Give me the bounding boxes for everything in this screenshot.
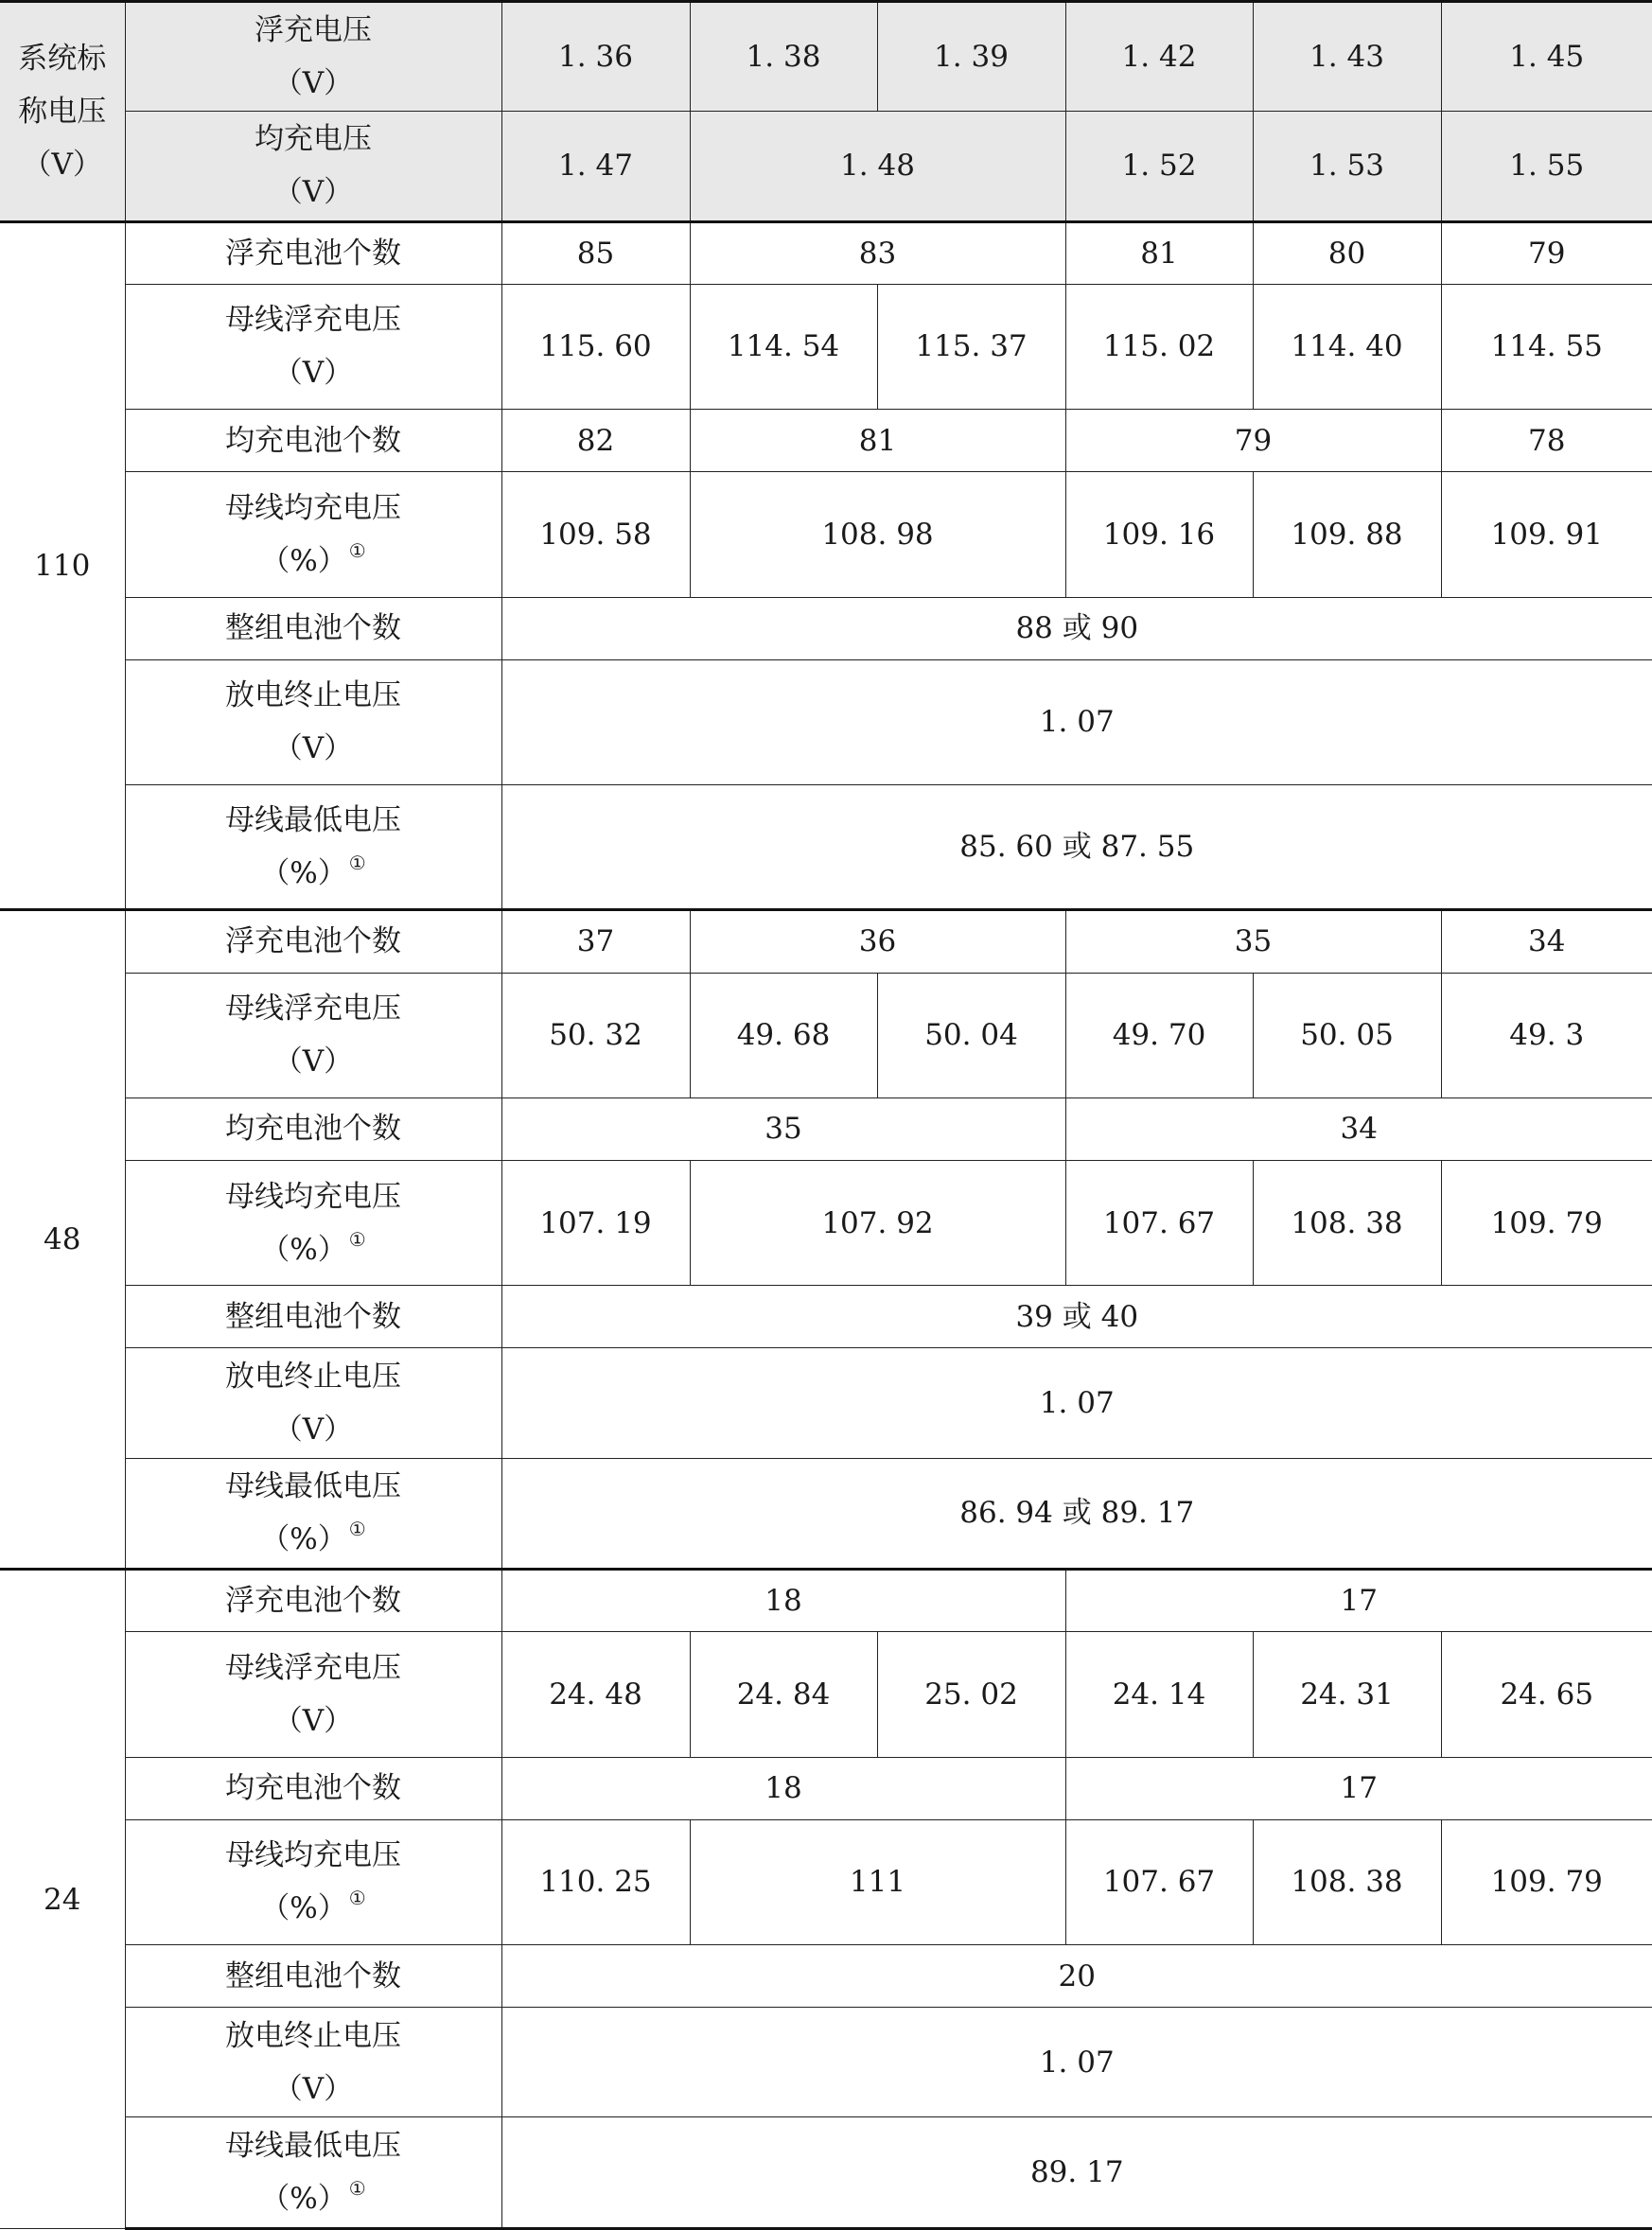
table-cell: 89. 17 [501,2117,1652,2229]
float-voltage-header: 浮充电压 （V） [125,2,501,112]
table-cell: 17 [1065,1757,1652,1819]
table-row [0,1945,1652,2008]
row-label: 母线最低电压 （%） ① [125,785,501,910]
header-cell: 1. 43 [1253,2,1441,112]
table-cell: 81 [1065,221,1253,284]
table-cell: 109. 79 [1441,1819,1652,1944]
table-cell: 24. 65 [1441,1632,1652,1757]
table-cell: 24. 14 [1065,1632,1253,1757]
system-voltage-cell: 24 [0,1570,125,2229]
table-cell: 18 [501,1570,1065,1632]
table-cell: 1. 07 [501,1348,1652,1458]
table-row [0,1757,1652,1819]
header-cell: 1. 36 [501,2,690,112]
row-label: 母线均充电压 （%） ① [125,472,501,597]
table-cell: 108. 38 [1253,1819,1441,1944]
table-row [0,1570,1652,1632]
row-label: 均充电池个数 [125,1757,501,1819]
table-cell: 18 [501,1757,1065,1819]
table-row [0,1632,1652,1757]
row-label: 放电终止电压 （V） [125,659,501,784]
header-cell: 1. 52 [1065,112,1253,221]
table-cell: 108. 38 [1253,1160,1441,1285]
row-label: 母线均充电压 （%） ① [125,1819,501,1944]
row-label: 整组电池个数 [125,1286,501,1348]
table-row [0,597,1652,659]
footnote-marker: ① [348,2177,366,2201]
table-row [0,1458,1652,1569]
table-cell: 78 [1441,410,1652,472]
table-cell: 110. 25 [501,1819,690,1944]
row-label: 母线最低电压 （%） ① [125,2117,501,2229]
table-row [0,2117,1652,2229]
table-cell: 107. 92 [690,1160,1065,1285]
table-cell: 114. 55 [1441,284,1652,409]
header-cell: 1. 38 [690,2,877,112]
table-cell: 50. 32 [501,973,690,1097]
table-cell: 35 [1065,910,1441,973]
table-cell: 34 [1441,910,1652,973]
row-label: 均充电池个数 [125,410,501,472]
table-cell: 115. 60 [501,284,690,409]
footnote-marker: ① [348,1227,366,1251]
table-cell: 25. 02 [877,1632,1065,1757]
table-row [0,785,1652,910]
equalize-voltage-header: 均充电压 （V） [125,112,501,221]
row-label: 整组电池个数 [125,597,501,659]
table-cell: 114. 40 [1253,284,1441,409]
table-cell: 79 [1441,221,1652,284]
row-label: 整组电池个数 [125,1945,501,2008]
table-cell: 20 [501,1945,1652,2008]
table-cell: 88 或 90 [501,597,1652,659]
header-cell: 1. 55 [1441,112,1652,221]
header-cell: 1. 53 [1253,112,1441,221]
table-cell: 83 [690,221,1065,284]
row-label: 母线浮充电压 （V） [125,1632,501,1757]
header-row-equalize [0,112,1652,221]
table-row [0,973,1652,1097]
row-label: 均充电池个数 [125,1097,501,1160]
table-cell: 35 [501,1097,1065,1160]
table-cell: 50. 04 [877,973,1065,1097]
table-cell: 79 [1065,410,1441,472]
table-cell: 49. 68 [690,973,877,1097]
footnote-marker: ① [348,538,366,562]
footnote-marker: ① [348,852,366,875]
table-cell: 115. 37 [877,284,1065,409]
row-label: 浮充电池个数 [125,910,501,973]
footnote-marker: ① [348,1518,366,1541]
table-row [0,1348,1652,1458]
table-cell: 114. 54 [690,284,877,409]
table-cell: 109. 58 [501,472,690,597]
header-cell: 1. 48 [690,112,1065,221]
table-row [0,410,1652,472]
table-cell: 24. 84 [690,1632,877,1757]
table-cell: 50. 05 [1253,973,1441,1097]
table-cell: 37 [501,910,690,973]
header-cell: 1. 42 [1065,2,1253,112]
table-cell: 24. 48 [501,1632,690,1757]
table-row [0,910,1652,973]
system-voltage-cell: 48 [0,910,125,1570]
table-cell: 49. 70 [1065,973,1253,1097]
table-cell: 82 [501,410,690,472]
table-cell: 107. 67 [1065,1819,1253,1944]
header-cell: 1. 47 [501,112,690,221]
table-cell: 111 [690,1819,1065,1944]
table-row [0,284,1652,409]
table-cell: 17 [1065,1570,1652,1632]
row-label: 浮充电池个数 [125,221,501,284]
footnote-marker: ① [348,1887,366,1910]
table-cell: 36 [690,910,1065,973]
table-cell: 81 [690,410,1065,472]
header-cell: 1. 45 [1441,2,1652,112]
header-row-float [0,2,1652,112]
table-row [0,1160,1652,1285]
row-label: 母线浮充电压 （V） [125,284,501,409]
row-label: 浮充电池个数 [125,1570,501,1632]
row-label: 放电终止电压 （V） [125,2008,501,2117]
table-row [0,1286,1652,1348]
table-row [0,1097,1652,1160]
system-voltage-header: 系统标 称电压 （V） [0,2,125,222]
table-cell: 86. 94 或 89. 17 [501,1458,1652,1569]
row-label: 母线均充电压 （%） ① [125,1160,501,1285]
table-cell: 108. 98 [690,472,1065,597]
table-cell: 107. 19 [501,1160,690,1285]
table-cell: 85. 60 或 87. 55 [501,785,1652,910]
table-cell: 80 [1253,221,1441,284]
table-row [0,2008,1652,2117]
table-cell: 39 或 40 [501,1286,1652,1348]
row-label: 放电终止电压 （V） [125,1348,501,1458]
table-cell: 49. 3 [1441,973,1652,1097]
table-row [0,659,1652,784]
table-cell: 85 [501,221,690,284]
table-cell: 109. 79 [1441,1160,1652,1285]
table-cell: 1. 07 [501,659,1652,784]
system-voltage-cell: 110 [0,221,125,910]
row-label: 母线浮充电压 （V） [125,973,501,1097]
table-cell: 109. 91 [1441,472,1652,597]
table-row [0,221,1652,284]
table-cell: 1. 07 [501,2008,1652,2117]
table-cell: 107. 67 [1065,1160,1253,1285]
table-row [0,472,1652,597]
row-label: 母线最低电压 （%） ① [125,1458,501,1569]
table-cell: 109. 88 [1253,472,1441,597]
header-cell: 1. 39 [877,2,1065,112]
table-cell: 109. 16 [1065,472,1253,597]
table-row [0,1819,1652,1944]
table-cell: 24. 31 [1253,1632,1441,1757]
table-cell: 115. 02 [1065,284,1253,409]
table-cell: 34 [1065,1097,1652,1160]
